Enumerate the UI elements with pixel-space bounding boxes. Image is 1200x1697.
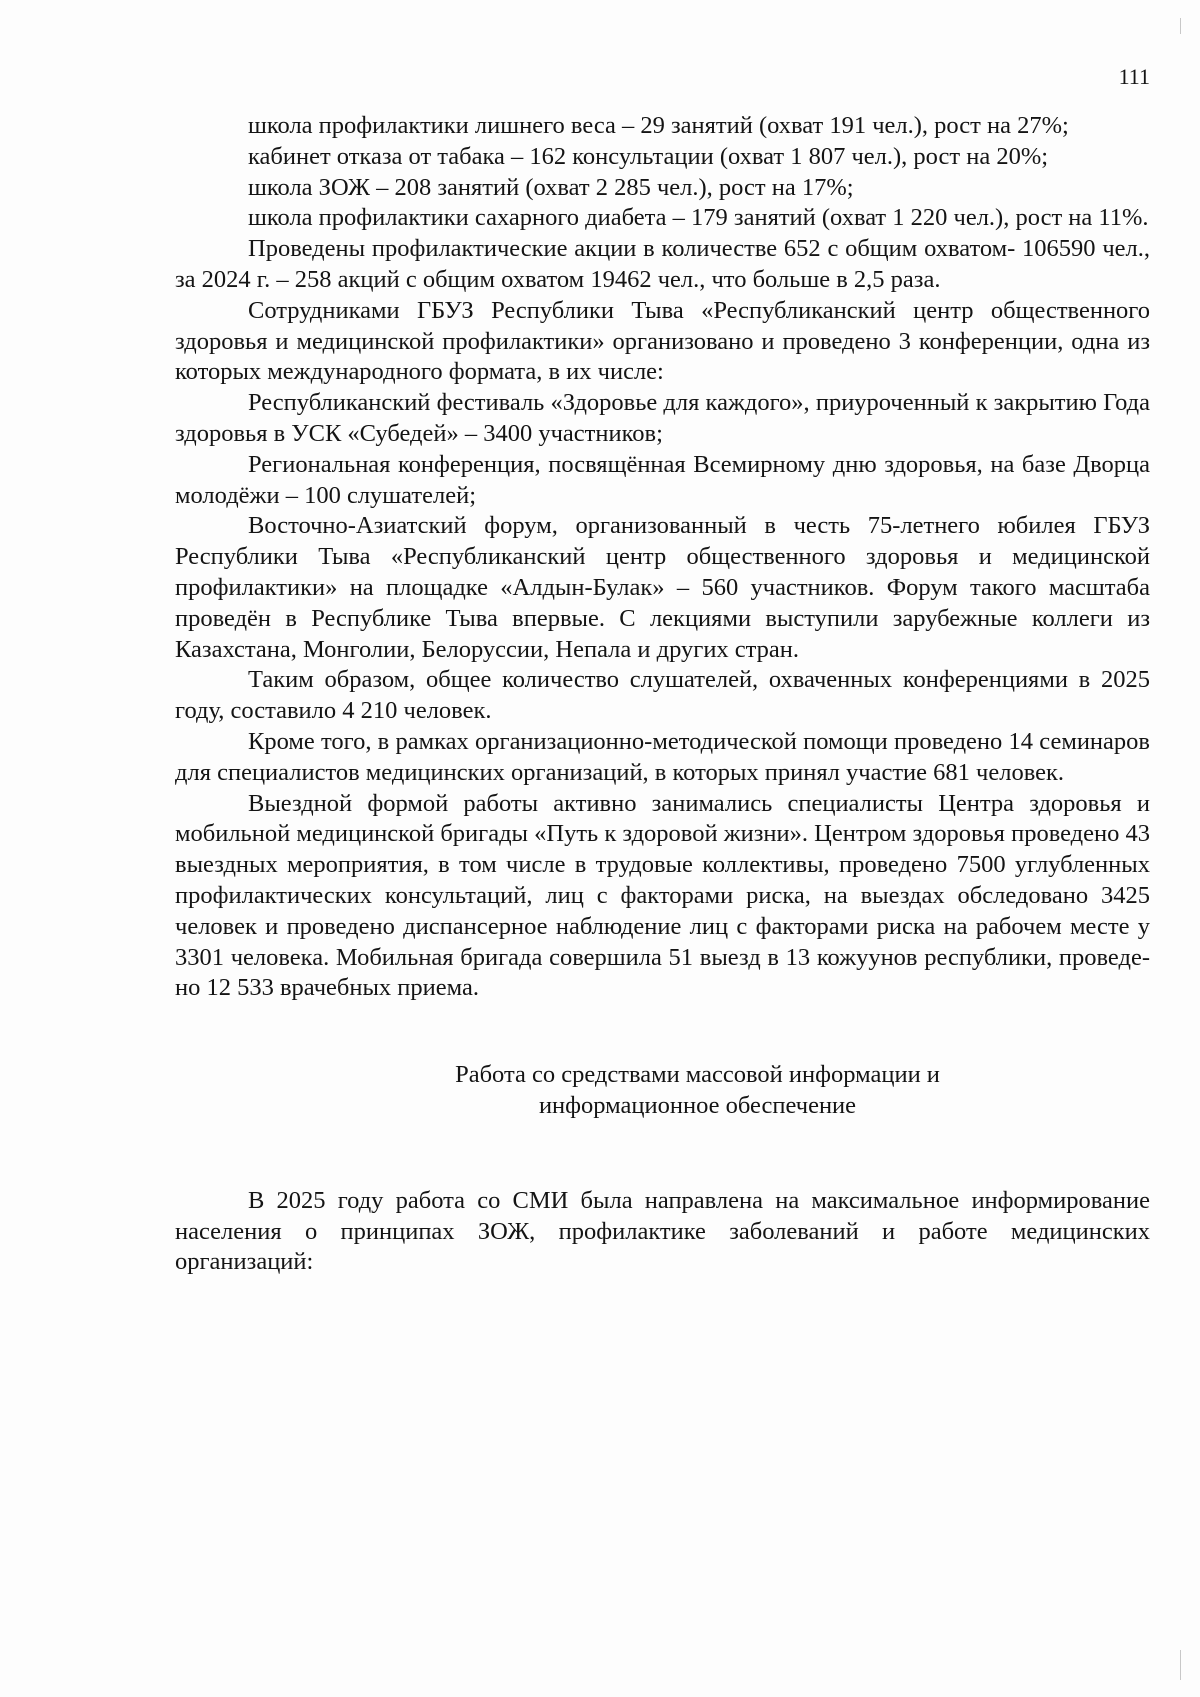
paragraph: Республиканский фестиваль «Здоровье для каждого», приуроченный к закрытию Года здоровья в УСК «Субедей» – 3400 участников; <box>175 389 1150 447</box>
section-heading-line: информационное обеспечение <box>538 1091 857 1119</box>
scan-edge-mark <box>1180 1650 1181 1680</box>
paragraph: Кроме того, в рамках организационно-методической помощи проведено 14 семинаров для специалистов медицинских организаций, в которых принял участие 681 человек. <box>175 727 1150 786</box>
paragraph: Выездной формой работы активно занимались специалисты Центра здоровья и мобильной медицинской бригады «Путь к здоровой жизни». Центром здоровья проведено 43 выездных мероприятия, в том числе в трудовые коллективы, проведено 7500 углубленных профилактических консультаций, лиц с факторами риска, на выездах обследовано 3425 человек и проведено диспансерное наблюдение лиц с факторами риска на рабочем месте у 3301 человека. Мобильная бригада совершила 51 выезд в 13 кожуунов республики, проведено 12 533 врачебных приема. <box>175 789 1150 1002</box>
heading-spacer <box>175 1122 1150 1186</box>
section-heading-line: Работа со средствами массовой информации и <box>455 1061 940 1089</box>
paragraph: Сотрудниками ГБУЗ Республики Тыва «Республиканский центр общественного здоровья и медицинской профилактики» организовано и проведено 3 конференции, одна из которых международного формата, в их числе: <box>175 296 1150 386</box>
paragraph: школа профилактики лишнего веса – 29 занятий (охват 191 чел.), рост на 27%; <box>248 112 1069 139</box>
paragraph: школа профилактики сахарного диабета – 179 занятий (охват 1 220 чел.), рост на 11%. <box>248 204 1149 232</box>
paragraph: Таким образом, общее количество слушателей, охваченных конференциями в 2025 году, составило 4 210 человек. <box>175 666 1150 725</box>
section-heading <box>175 1060 1150 1122</box>
paragraph: кабинет отказа от табака – 162 консультации (охват 1 807 чел.), рост на 20%; <box>248 142 1049 170</box>
paragraph: Восточно-Азиатский форум, организованный в честь 75-летнего юбилея ГБУЗ Республики Тыва «Республиканский центр общественного здоровья и медицинской профилактики» на площадке «Алдын-Булак» – 560 участников. Форум такого масштаба проведён в Республике Тыва впервые. С лекциями выступили зарубежные коллеги из Казахстана, Монголии, Белоруссии, Непала и других стран. <box>175 512 1150 663</box>
page-number: 111 <box>1118 64 1150 89</box>
paragraph: Региональная конференция, посвящённая Всемирному дню здоровья, на базе Дворца молодёжи – 100 слушателей; <box>175 450 1150 509</box>
scan-edge-mark <box>1180 18 1181 34</box>
document-body <box>175 111 1150 1278</box>
paragraph: В 2025 году работа со СМИ была направлена на максимальное информирование населения о принципах ЗОЖ, профилактике заболеваний и работе медицинских организаций: <box>175 1186 1150 1276</box>
paragraph: школа ЗОЖ – 208 занятий (охват 2 285 чел.), рост на 17%; <box>248 173 854 201</box>
paragraph: Проведены профилактические акции в количестве 652 с общим охватом- 106590 чел., за 2024 г. – 258 акций с общим охватом 19462 чел., что больше в 2,5 раза. <box>175 235 1150 293</box>
